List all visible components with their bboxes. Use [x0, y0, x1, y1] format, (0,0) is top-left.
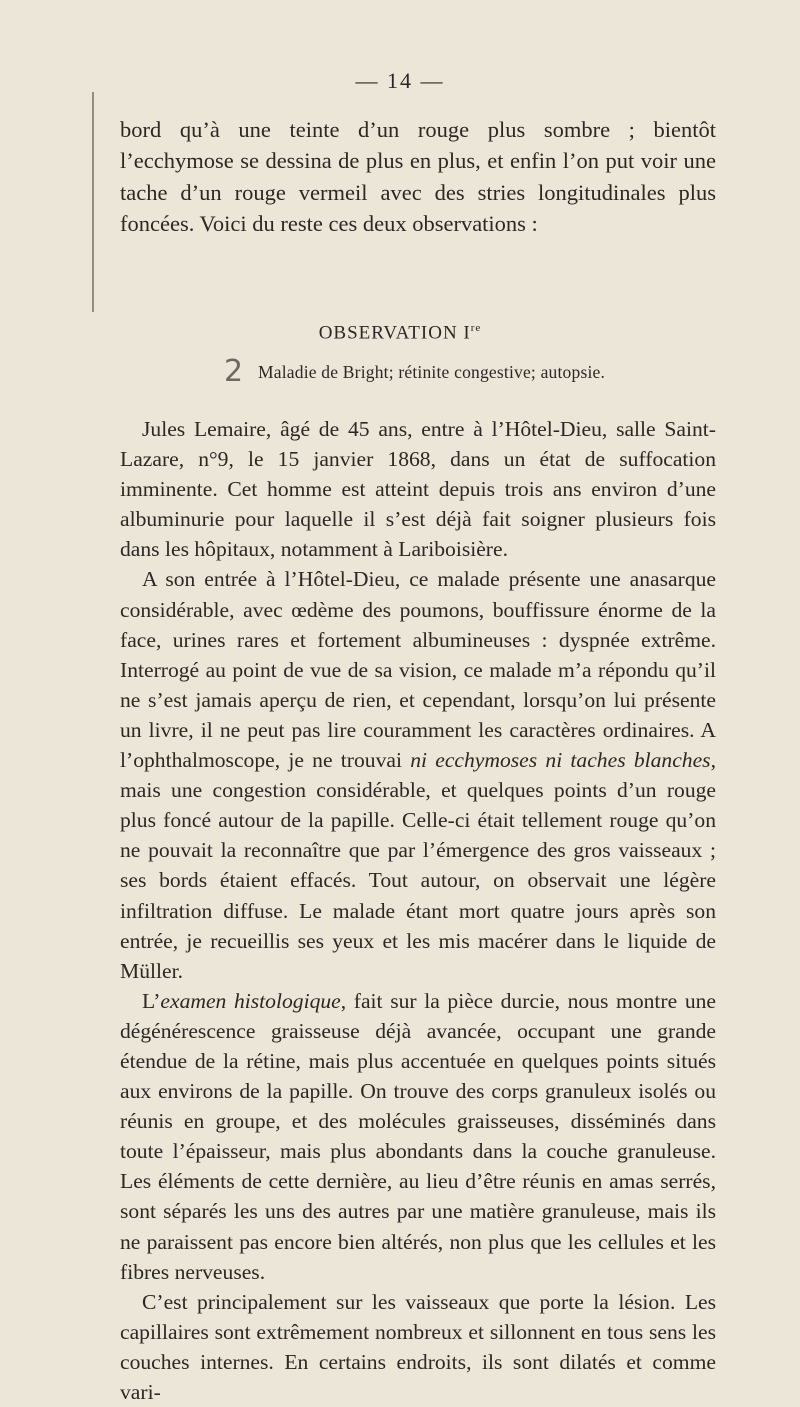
- paragraph-3-part-a: L’: [142, 988, 161, 1013]
- page-number: — 14 —: [355, 68, 445, 93]
- paragraph-2: [120, 564, 716, 985]
- intro-paragraph: [120, 114, 716, 240]
- paragraph-4: C’est principalement sur les vaisseaux que porte la lésion. Les capillaires sont extrêmement nombreux et sillonnent en tous sens les couches internes. En certains endroits, ils sont dilatés et comme vari-: [120, 1289, 716, 1404]
- handwritten-annotation: 2: [224, 354, 244, 389]
- paragraph-2-emphasis: ni ecchymoses ni taches blanches: [410, 748, 711, 773]
- observation-title: [0, 322, 800, 344]
- observation-title-text: OBSERVATION I: [318, 322, 471, 344]
- paragraph-2-part-a: A son entrée à l’Hôtel-Dieu, ce malade présente une anasarque considérable, avec œdème des poumons, bouffissure énorme de la face, urines rares et fortement albumineuses : dyspnée extrême. Interrogé au point de vue de sa vision, ce malade m’a répondu qu’il ne s’est jamais aperçu de rien, et cependant, lorsqu’on lui présente un livre, il ne peut pas lire couramment les caractères ordinaires. A l’ophthalmoscope, je ne trouvai: [120, 567, 716, 773]
- observation-title-sup: re: [470, 322, 482, 334]
- observation-subtitle: Maladie de Bright; rétinite congestive; autopsie.: [258, 362, 606, 382]
- paragraph-3-part-b: , fait sur la pièce durcie, nous montre une dégénérescence graisseuse déjà avancée, occupant une grande étendue de la rétine, mais plus accentuée en quelques points situés aux environs de la papille. On trouve des corps granuleux isolés ou réunis en groupe, et des molécules graisseuses, disséminés dans toute l’épaisseur, mais plus abondants dans la couche granuleuse. Les éléments de cette dernière, au lieu d’être réunis en amas serrés, sont séparés les uns des autres par une matière granuleuse, mais ils ne paraissent pas encore bien altérés, non plus que les cellules et les fibres nerveuses.: [120, 988, 716, 1284]
- paragraph-3-emphasis: examen histologique: [160, 988, 341, 1013]
- paragraph-3: [120, 986, 716, 1287]
- paragraph-2-part-b: , mais une congestion considérable, et quelques points d’un rouge plus foncé autour de la papille. Celle-ci était tellement rouge qu’on ne pouvait la reconnaître que par l’émergence des gros vaisseaux ; ses bords étaient effacés. Tout autour, on observait une légère infiltration diffuse. Le malade étant mort quatre jours après son entrée, je recueillis ses yeux et les mis macérer dans le liquide de Müller.: [120, 748, 716, 983]
- observation-body: [120, 414, 716, 1407]
- margin-rule: [92, 92, 94, 312]
- intro-text: bord qu’à une teinte d’un rouge plus sombre ; bientôt l’ecchymose se dessina de plus en plus, et enfin l’on put voir une tache d’un rouge vermeil avec des stries longitudinales plus foncées. Voici du reste ces deux observations :: [120, 117, 716, 237]
- paragraph-1: Jules Lemaire, âgé de 45 ans, entre à l’Hôtel-Dieu, salle Saint-Lazare, n°9, le 15 janvier 1868, dans un état de suffocation imminente. Cet homme est atteint depuis trois ans environ d’une albuminurie pour laquelle il s’est déjà fait soigner plusieurs fois dans les hôpitaux, notamment à Lariboisière.: [120, 417, 716, 562]
